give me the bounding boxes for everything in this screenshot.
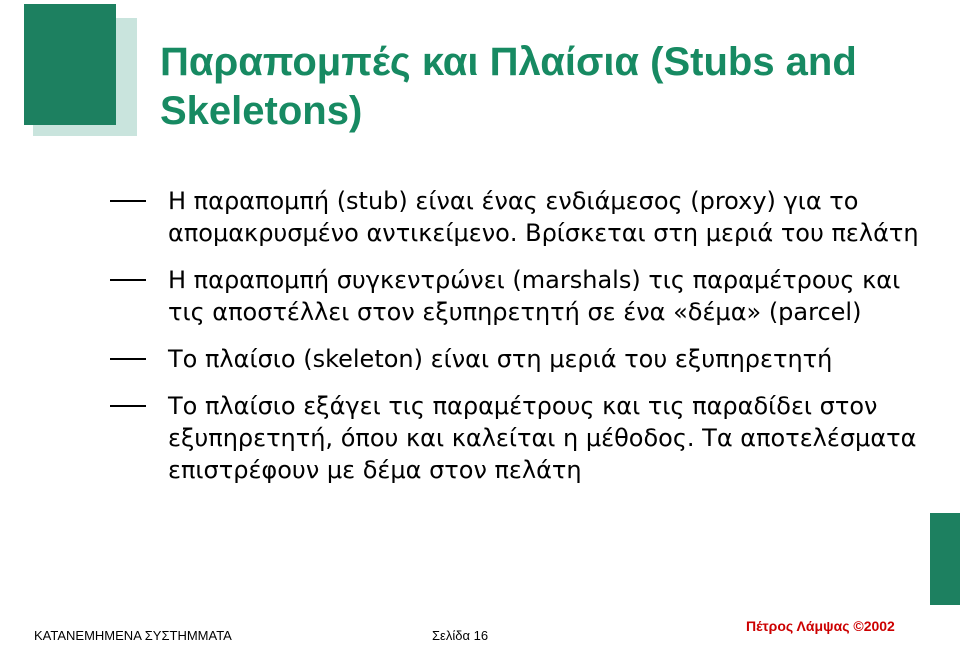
bullet-text: Το πλαίσιο (skeleton) είναι στη μεριά του εξυπηρετητή: [168, 345, 833, 373]
bullet-text: Το πλαίσιο εξάγει τις παραμέτρους και τις παραδίδει στον εξυπηρετητή, όπου και καλείται η μέθοδος. Τα αποτελέσματα επιστρέφουν με δέμα στον πελάτη: [168, 392, 917, 484]
bullet-text: Η παραπομπή (stub) είναι ένας ενδιάμεσος (proxy) για το απομακρυσμένο αντικείμενο. Βρίσκεται στη μεριά του πελάτη: [168, 187, 919, 247]
dash-bullet-icon: [110, 279, 146, 281]
decor-square-dark: [24, 4, 116, 125]
decor-square-bottom-right: [930, 513, 960, 605]
bullet-item: [110, 185, 930, 249]
dash-bullet-icon: [110, 405, 146, 407]
bullet-item: [110, 343, 930, 375]
footer-author: Πέτρος Λάμψας ©2002: [746, 618, 895, 634]
bullet-text: Η παραπομπή συγκεντρώνει (marshals) τις παραμέτρους και τις αποστέλλει στον εξυπηρετητή σε ένα «δέμα» (parcel): [168, 266, 901, 326]
bullet-item: [110, 264, 930, 328]
footer-page-number: Σελίδα 16: [432, 628, 489, 643]
bullet-item: [110, 390, 930, 486]
dash-bullet-icon: [110, 358, 146, 360]
footer-course-title: ΚΑΤΑΝΕΜΗΜΕΝΑ ΣΥΣΤΗΜΜΑΤΑ: [34, 628, 232, 643]
bullet-list: [110, 185, 930, 501]
slide-title: Παραπομπές και Πλαίσια (Stubs and Skeletons): [160, 40, 857, 133]
dash-bullet-icon: [110, 200, 146, 202]
